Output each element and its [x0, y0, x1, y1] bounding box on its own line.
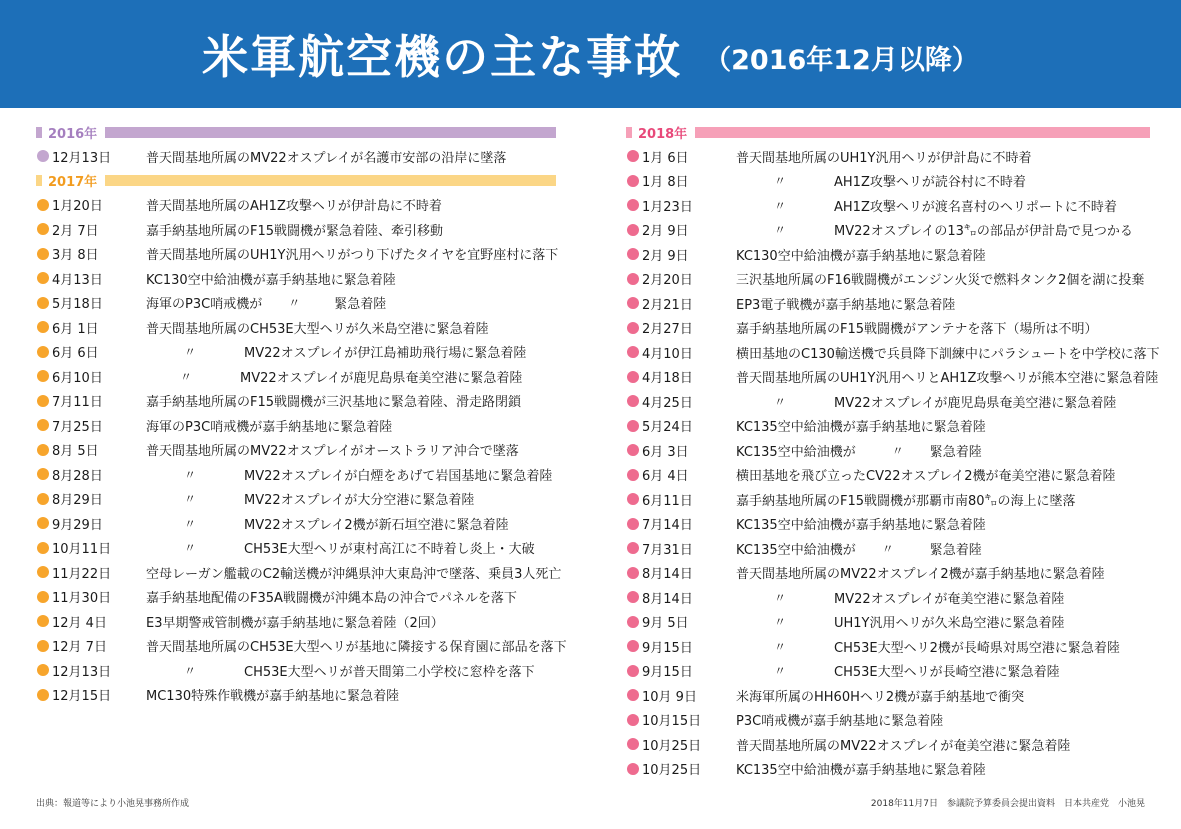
incident-row	[626, 218, 1150, 243]
incident-list-2017	[36, 193, 567, 708]
incident-description: AH1Z攻撃ヘリが読谷村に不時着	[834, 175, 1026, 191]
incident-row	[626, 487, 1150, 512]
incident-row	[626, 144, 1150, 169]
incident-date: 7月11日	[52, 395, 103, 411]
incident-description: 普天間基地所属のCH53E大型ヘリが基地に隣接する保育園に部品を落下	[146, 640, 567, 656]
year-section-2017	[36, 169, 567, 708]
incident-description: KC135空中給油機が嘉手納基地に緊急着陸	[736, 518, 986, 534]
incident-date: 11月30日	[52, 591, 112, 607]
bullet-dot-icon	[627, 420, 639, 432]
incident-date: 10月11日	[52, 542, 112, 558]
incident-date: 8月14日	[642, 567, 693, 583]
incident-date: 11月22日	[52, 566, 112, 582]
incident-date: 12月13日	[52, 150, 112, 166]
bullet-dot-icon	[37, 444, 49, 456]
bullet-dot-icon	[627, 297, 639, 309]
incident-description: P3C哨戒機が嘉手納基地に緊急着陸	[736, 714, 944, 730]
incident-description: 空母レーガン艦載のC2輸送機が沖縄県沖大東島沖で墜落、乗員3人死亡	[146, 566, 562, 582]
incident-row	[36, 340, 556, 365]
incident-row	[626, 708, 1150, 733]
incident-description: MV22オスプレイが鹿児島県奄美空港に緊急着陸	[240, 370, 523, 386]
year-label: 2018年	[638, 126, 688, 142]
year-label: 2016年	[48, 126, 98, 142]
incident-row	[626, 169, 1150, 194]
incident-date: 4月25日	[642, 395, 693, 411]
incident-row	[626, 340, 1160, 365]
bullet-dot-icon	[627, 518, 639, 530]
incident-row	[36, 389, 556, 414]
incident-row	[626, 267, 1150, 292]
incident-description: CH53E大型ヘリ2機が長崎県対馬空港に緊急着陸	[834, 640, 1120, 656]
bullet-dot-icon	[37, 566, 49, 578]
incident-date: 4月13日	[52, 272, 103, 288]
incident-date: 2月20日	[642, 273, 693, 289]
incident-description: 嘉手納基地所属のF15戦闘機が緊急着陸、牽引移動	[146, 223, 444, 239]
ditto-mark: 〃	[891, 443, 904, 458]
bullet-dot-icon	[37, 493, 49, 505]
incident-row	[36, 438, 556, 463]
incident-date: 12月15日	[52, 689, 112, 705]
incident-row	[626, 561, 1150, 586]
year-bar	[695, 127, 1150, 138]
incident-description: MV22オスプレイの13㌔の部品が伊計島で見つかる	[834, 224, 1133, 240]
bullet-dot-icon	[37, 223, 49, 235]
incident-description: 普天間基地所属のMV22オスプレイが奄美空港に緊急着陸	[736, 738, 1071, 754]
incident-row	[626, 683, 1150, 708]
incident-list-2018	[626, 144, 1160, 781]
bullet-dot-icon	[627, 346, 639, 358]
incident-row	[36, 291, 556, 316]
incident-description: 海軍のP3C哨戒機が嘉手納基地に緊急着陸	[146, 419, 393, 435]
bullet-dot-icon	[37, 615, 49, 627]
bullet-dot-icon	[37, 689, 49, 701]
credit-note: 2018年11月7日 参議院予算委員会提出資料 日本共産党 小池晃	[870, 799, 1145, 809]
incident-date: 9月15日	[642, 640, 693, 656]
incident-date: 1月 6日	[642, 150, 689, 166]
bullet-dot-icon	[37, 395, 49, 407]
title-banner	[0, 0, 1181, 108]
incident-row	[626, 438, 1150, 463]
incident-row	[626, 291, 1150, 316]
incident-description: MV22オスプレイが大分空港に緊急着陸	[244, 493, 475, 509]
incident-description: 横田基地のC130輸送機で兵員降下訓練中にパラシュートを中学校に落下	[736, 346, 1160, 362]
ditto-mark: 〃	[774, 590, 787, 605]
bullet-dot-icon	[37, 150, 49, 162]
incident-date: 9月15日	[642, 665, 693, 681]
incident-description: 嘉手納基地所属のF15戦闘機が三沢基地に緊急着陸、滑走路閉鎖	[146, 395, 522, 411]
incident-date: 5月24日	[642, 420, 693, 436]
incident-date: 2月21日	[642, 297, 693, 313]
bullet-dot-icon	[37, 468, 49, 480]
incident-description: 緊急着陸	[929, 444, 982, 460]
incident-description: 三沢基地所属のF16戦闘機がエンジン火災で燃料タンク2個を湖に投棄	[736, 273, 1145, 289]
year-tick-mark	[36, 127, 42, 138]
incident-date: 1月20日	[52, 199, 103, 215]
ditto-mark: 〃	[184, 467, 197, 482]
incident-date: 9月29日	[52, 517, 103, 533]
bullet-dot-icon	[627, 616, 639, 628]
incident-date: 2月27日	[642, 322, 693, 338]
ditto-mark: 〃	[774, 664, 787, 679]
incident-row	[36, 217, 556, 242]
bullet-dot-icon	[37, 321, 49, 333]
incident-row	[626, 316, 1150, 341]
bullet-dot-icon	[627, 640, 639, 652]
incident-description: 嘉手納基地配備のF35A戦闘機が沖縄本島の沖合でパネルを落下	[146, 591, 517, 607]
bullet-dot-icon	[627, 738, 639, 750]
incident-row	[626, 659, 1150, 684]
incident-row	[36, 560, 562, 585]
bullet-dot-icon	[37, 272, 49, 284]
incident-row	[36, 462, 556, 487]
incident-row	[36, 511, 556, 536]
incident-description: CH53E大型ヘリが東村高江に不時着し炎上・大破	[244, 542, 535, 558]
bullet-dot-icon	[627, 224, 639, 236]
incident-description: 普天間基地所属のMV22オスプレイがオーストラリア沖合で墜落	[146, 444, 519, 460]
ditto-mark: 〃	[288, 296, 301, 311]
incident-description: 普天間基地所属のMV22オスプレイが名護市安部の沿岸に墜落	[146, 150, 507, 166]
incident-row	[36, 315, 556, 340]
incident-description: EP3電子戦機が嘉手納基地に緊急着陸	[736, 297, 956, 313]
bullet-dot-icon	[627, 175, 639, 187]
incident-row	[626, 365, 1159, 390]
bullet-dot-icon	[627, 199, 639, 211]
incident-row	[626, 463, 1150, 488]
bullet-dot-icon	[37, 517, 49, 529]
ditto-mark: 〃	[774, 615, 787, 630]
incident-date: 1月23日	[642, 199, 693, 215]
incident-date: 4月10日	[642, 346, 693, 362]
incident-date: 6月 1日	[52, 321, 99, 337]
incident-date: 2月 7日	[52, 223, 99, 239]
incident-date: 3月 8日	[52, 248, 99, 264]
incident-description: MV22オスプレイ2機が新石垣空港に緊急着陸	[244, 517, 509, 533]
year-heading-2016	[36, 120, 556, 144]
bullet-dot-icon	[627, 689, 639, 701]
incident-row	[626, 634, 1150, 659]
incident-date: 10月25日	[642, 738, 702, 754]
ditto-mark: 〃	[184, 492, 197, 507]
incident-row	[626, 193, 1150, 218]
incident-description: 普天間基地所属のUH1Y汎用ヘリとAH1Z攻撃ヘリが熊本空港に緊急着陸	[736, 371, 1159, 387]
incident-description: KC135空中給油機が嘉手納基地に緊急着陸	[736, 763, 986, 779]
bullet-dot-icon	[37, 419, 49, 431]
year-heading-2018	[626, 120, 1150, 144]
incident-description: 米海軍所属のHH60Hヘリ2機が嘉手納基地で衝突	[736, 689, 1025, 705]
bullet-dot-icon	[627, 395, 639, 407]
incident-date: 6月 3日	[642, 444, 689, 460]
incident-description: 普天間基地所属のMV22オスプレイ2機が嘉手納基地に緊急着陸	[736, 567, 1105, 583]
incident-description: MC130特殊作戦機が嘉手納基地に緊急着陸	[146, 689, 400, 705]
incident-date: 2月 9日	[642, 224, 689, 240]
incident-description: 普天間基地所属のAH1Z攻撃ヘリが伊計島に不時着	[146, 199, 442, 215]
bullet-dot-icon	[627, 493, 639, 505]
year-label: 2017年	[48, 175, 98, 190]
incident-row	[36, 658, 556, 683]
incident-date: 8月29日	[52, 493, 103, 509]
ditto-mark: 〃	[774, 394, 787, 409]
incident-description: 普天間基地所属のUH1Y汎用ヘリがつり下げたタイヤを宜野座村に落下	[146, 248, 559, 264]
incident-description: 普天間基地所属のCH53E大型ヘリが久米島空港に緊急着陸	[146, 321, 489, 337]
incident-row	[36, 144, 556, 169]
bullet-dot-icon	[627, 150, 639, 162]
ditto-mark: 〃	[774, 198, 787, 213]
incident-date: 9月 5日	[642, 616, 689, 632]
incident-date: 12月 7日	[52, 640, 107, 656]
incident-description: MV22オスプレイが白煙をあげて岩国基地に緊急着陸	[244, 468, 553, 484]
ditto-mark: 〃	[774, 223, 787, 238]
bullet-dot-icon	[627, 469, 639, 481]
incident-date: 6月 6日	[52, 346, 99, 362]
bullet-dot-icon	[627, 714, 639, 726]
incident-description: 嘉手納基地所属のF15戦闘機が那覇市南80㌔の海上に墜落	[736, 493, 1076, 509]
incident-description: MV22オスプレイが伊江島補助飛行場に緊急着陸	[244, 346, 527, 362]
ditto-mark: 〃	[184, 345, 197, 360]
bullet-dot-icon	[37, 346, 49, 358]
bullet-dot-icon	[37, 542, 49, 554]
bullet-dot-icon	[627, 248, 639, 260]
bullet-dot-icon	[627, 444, 639, 456]
incident-row	[36, 536, 556, 561]
incident-description: CH53E大型ヘリが長崎空港に緊急着陸	[834, 665, 1060, 681]
incident-date: 7月25日	[52, 419, 103, 435]
incident-row	[36, 683, 556, 708]
year-bar	[105, 127, 556, 138]
incident-description: 緊急着陸	[334, 297, 387, 313]
ditto-mark: 〃	[180, 369, 193, 384]
ditto-mark: 〃	[184, 663, 197, 678]
incident-date: 2月 9日	[642, 248, 689, 264]
bullet-dot-icon	[627, 542, 639, 554]
incident-description: 緊急着陸	[929, 542, 982, 558]
incident-row	[36, 585, 556, 610]
ditto-mark: 〃	[184, 541, 197, 556]
right-column	[626, 120, 1160, 781]
incident-date: 8月28日	[52, 468, 103, 484]
bullet-dot-icon	[627, 273, 639, 285]
bullet-dot-icon	[627, 591, 639, 603]
page-subtitle: （2016年12月以降）	[704, 44, 979, 76]
ditto-mark: 〃	[881, 541, 894, 556]
incident-date: 8月14日	[642, 591, 693, 607]
page-title: 米軍航空機の主な事故	[202, 30, 683, 84]
incident-description: KC130空中給油機が嘉手納基地に緊急着陸	[146, 272, 396, 288]
bullet-dot-icon	[37, 591, 49, 603]
incident-description: KC130空中給油機が嘉手納基地に緊急着陸	[736, 248, 986, 264]
incident-description: E3早期警戒管制機が嘉手納基地に緊急着陸（2回）	[146, 615, 444, 631]
bullet-dot-icon	[37, 664, 49, 676]
incident-row	[626, 536, 1150, 561]
incident-date: 1月 8日	[642, 175, 689, 191]
incident-row	[36, 193, 556, 218]
incident-date: 10月 9日	[642, 689, 697, 705]
incident-row	[626, 389, 1150, 414]
incident-date: 6月11日	[642, 493, 693, 509]
incident-date: 7月31日	[642, 542, 693, 558]
year-heading-2017	[36, 169, 556, 193]
incident-description: KC135空中給油機が嘉手納基地に緊急着陸	[736, 420, 986, 436]
bullet-dot-icon	[627, 371, 639, 383]
incident-date: 12月 4日	[52, 615, 107, 631]
incident-date: 12月13日	[52, 664, 112, 680]
incident-subject: KC135空中給油機が	[736, 444, 856, 460]
incident-description: UH1Y汎用ヘリが久米島空港に緊急着陸	[834, 616, 1065, 632]
ditto-mark: 〃	[774, 174, 787, 189]
bullet-dot-icon	[627, 763, 639, 775]
bullet-dot-icon	[627, 567, 639, 579]
ditto-mark: 〃	[774, 639, 787, 654]
incident-row	[36, 634, 567, 659]
incident-date: 10月25日	[642, 763, 702, 779]
incident-description: AH1Z攻撃ヘリが渡名喜村のヘリポートに不時着	[834, 199, 1117, 215]
bullet-dot-icon	[37, 640, 49, 652]
incident-description: 普天間基地所属のUH1Y汎用ヘリが伊計島に不時着	[736, 150, 1032, 166]
ditto-mark: 〃	[184, 516, 197, 531]
incident-date: 7月14日	[642, 518, 693, 534]
incident-description: 嘉手納基地所属のF15戦闘機がアンテナを落下（場所は不明）	[736, 322, 1098, 338]
incident-date: 6月10日	[52, 370, 103, 386]
year-tick-mark	[36, 175, 42, 186]
incident-date: 6月 4日	[642, 469, 689, 485]
year-section-2016	[36, 120, 556, 169]
incident-date: 5月18日	[52, 297, 103, 313]
incident-row	[626, 585, 1150, 610]
incident-subject: KC135空中給油機が	[736, 542, 856, 558]
incident-row	[626, 512, 1150, 537]
incident-description: MV22オスプレイが鹿児島県奄美空港に緊急着陸	[834, 395, 1117, 411]
incident-row	[36, 487, 556, 512]
incident-row	[626, 757, 1150, 782]
incident-description: CH53E大型ヘリが普天間第二小学校に窓枠を落下	[244, 664, 535, 680]
left-column	[36, 120, 567, 707]
bullet-dot-icon	[37, 297, 49, 309]
incident-row	[36, 413, 556, 438]
incident-date: 8月 5日	[52, 444, 99, 460]
incident-date: 4月18日	[642, 371, 693, 387]
year-bar	[105, 175, 556, 186]
year-section-2018	[626, 120, 1160, 781]
incident-subject: 海軍のP3C哨戒機が	[146, 297, 263, 313]
incident-row	[626, 732, 1150, 757]
bullet-dot-icon	[37, 370, 49, 382]
bullet-dot-icon	[37, 199, 49, 211]
incident-row	[626, 610, 1150, 635]
incident-row	[36, 266, 556, 291]
incident-row	[36, 242, 559, 267]
bullet-dot-icon	[627, 665, 639, 677]
incident-row	[626, 414, 1150, 439]
source-note: 出典：報道等により小池晃事務所作成	[36, 799, 190, 809]
incident-description: 横田基地を飛び立ったCV22オスプレイ2機が奄美空港に緊急着陸	[736, 469, 1116, 485]
incident-row	[36, 609, 556, 634]
incident-row	[36, 364, 556, 389]
bullet-dot-icon	[627, 322, 639, 334]
incident-list-2016	[36, 144, 556, 169]
incident-description: MV22オスプレイが奄美空港に緊急着陸	[834, 591, 1065, 607]
bullet-dot-icon	[37, 248, 49, 260]
year-tick-mark	[626, 127, 632, 138]
incident-row	[626, 242, 1150, 267]
incident-date: 10月15日	[642, 714, 702, 730]
